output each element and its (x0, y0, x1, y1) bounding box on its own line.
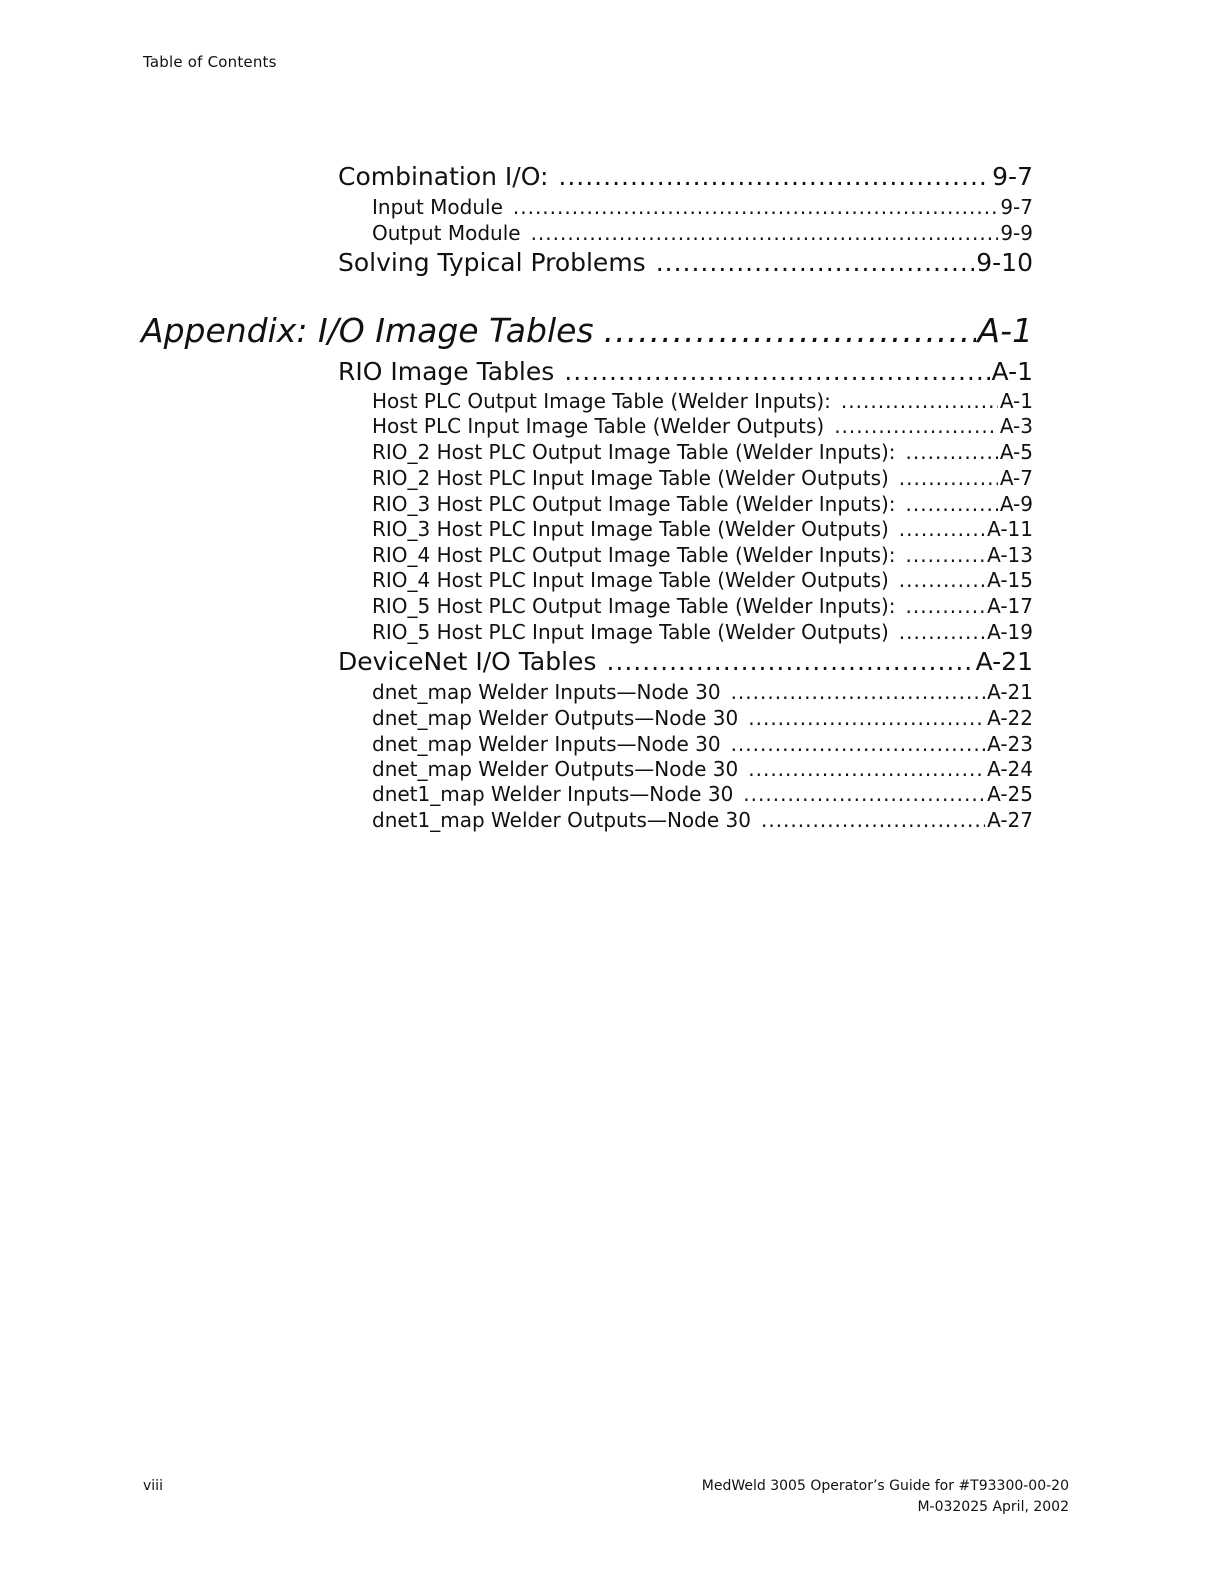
toc-entry-page: A-24 (987, 757, 1033, 781)
toc-entry-rio-item[interactable] (372, 389, 1033, 415)
toc-entry-input-module[interactable] (372, 195, 1033, 221)
running-head: Table of Contents (143, 53, 277, 71)
toc-entry-title: Combination I/O: (338, 162, 549, 191)
toc-entry-rio-item[interactable] (372, 517, 1033, 543)
toc-entry-rio-item[interactable] (372, 492, 1033, 518)
toc-entry-page: A-5 (999, 440, 1033, 464)
toc-entry-dnet-item[interactable] (372, 757, 1033, 783)
toc-entry-page: A-19 (987, 620, 1033, 644)
footer-page-number: viii (143, 1478, 163, 1494)
toc-entry-page: 9-9 (1000, 221, 1033, 245)
toc-entry-page: A-27 (987, 808, 1033, 832)
toc-entry-page: A-1 (991, 357, 1033, 386)
dot-leader (558, 162, 990, 191)
dot-leader (606, 647, 973, 676)
toc-entry-title: Host PLC Input Image Table (Welder Outputs) (372, 414, 825, 438)
toc-entry-page: 9-7 (992, 162, 1033, 191)
toc-entry-rio-item[interactable] (372, 466, 1033, 492)
dot-leader (906, 492, 998, 516)
toc-entry-page: 9-7 (1000, 195, 1033, 219)
toc-entry-title: RIO_4 Host PLC Input Image Table (Welder Outputs) (372, 568, 889, 592)
toc-entry-rio-item[interactable] (372, 568, 1033, 594)
toc-entry-rio-item[interactable] (372, 594, 1033, 620)
toc-entry-output-module[interactable] (372, 221, 1033, 247)
toc-entry-title: Input Module (372, 195, 503, 219)
toc-entry-solving-typical-problems[interactable] (338, 248, 1033, 282)
toc-entry-page: A-25 (987, 782, 1033, 806)
toc-entry-page: A-22 (987, 706, 1033, 730)
dot-leader (899, 466, 998, 490)
toc-entry-rio-item[interactable] (372, 620, 1033, 646)
toc-entry-page: A-1 (999, 389, 1033, 413)
toc-entry-page: A-7 (999, 466, 1033, 490)
toc-entry-title: DeviceNet I/O Tables (338, 647, 597, 676)
toc-entry-dnet-item[interactable] (372, 782, 1033, 808)
dot-leader (513, 195, 998, 219)
dot-leader (531, 221, 999, 245)
dot-leader (748, 706, 985, 730)
toc-chapter-title: Appendix: I/O Image Tables (141, 311, 594, 350)
toc-entry-page: A-23 (987, 732, 1033, 756)
toc-entry-title: dnet_map Welder Inputs—Node 30 (372, 732, 721, 756)
dot-leader (906, 440, 998, 464)
toc-entry-page: A-21 (987, 680, 1033, 704)
dot-leader (906, 594, 986, 618)
dot-leader (731, 680, 986, 704)
toc-entry-rio-item[interactable] (372, 440, 1033, 466)
toc-entry-title: Solving Typical Problems (338, 248, 646, 277)
toc-entry-title: RIO_5 Host PLC Output Image Table (Welder Inputs): (372, 594, 896, 618)
footer-document-info (702, 1476, 1069, 1518)
toc-entry-title: RIO_4 Host PLC Output Image Table (Welder Inputs): (372, 543, 896, 567)
toc-entry-page: 9-10 (976, 248, 1033, 277)
toc-entry-page: A-11 (987, 517, 1033, 541)
toc-entry-dnet-item[interactable] (372, 706, 1033, 732)
toc-entry-title: Output Module (372, 221, 521, 245)
toc-entry-rio-item[interactable] (372, 414, 1033, 440)
toc-chapter-page: A-1 (977, 311, 1033, 350)
toc-entry-page: A-13 (987, 543, 1033, 567)
dot-leader (834, 414, 998, 438)
toc-entry-appendix[interactable] (141, 311, 1033, 355)
toc-entry-title: dnet1_map Welder Outputs—Node 30 (372, 808, 751, 832)
toc-entry-dnet-item[interactable] (372, 808, 1033, 834)
toc-entry-title: RIO Image Tables (338, 357, 555, 386)
toc-entry-title: RIO_2 Host PLC Input Image Table (Welder Outputs) (372, 466, 889, 490)
dot-leader (906, 543, 986, 567)
toc-entry-title: dnet_map Welder Outputs—Node 30 (372, 757, 739, 781)
toc-entry-page: A-9 (999, 492, 1033, 516)
dot-leader (731, 732, 986, 756)
footer-doc-id-date: M-032025 April, 2002 (917, 1499, 1069, 1515)
toc-entry-title: RIO_3 Host PLC Output Image Table (Welder Inputs): (372, 492, 896, 516)
toc-entry-title: RIO_5 Host PLC Input Image Table (Welder Outputs) (372, 620, 889, 644)
dot-leader (761, 808, 985, 832)
toc-entry-combination-io[interactable] (338, 162, 1033, 196)
toc-entry-title: dnet1_map Welder Inputs—Node 30 (372, 782, 734, 806)
toc-entry-rio-item[interactable] (372, 543, 1033, 569)
dot-leader (748, 757, 985, 781)
toc-entry-dnet-item[interactable] (372, 680, 1033, 706)
dot-leader (656, 248, 975, 277)
dot-leader (899, 620, 985, 644)
toc-entry-page: A-3 (999, 414, 1033, 438)
toc-entry-title: dnet_map Welder Inputs—Node 30 (372, 680, 721, 704)
toc-entry-page: A-15 (987, 568, 1033, 592)
dot-leader (899, 517, 985, 541)
toc-entry-dnet-item[interactable] (372, 732, 1033, 758)
toc-entry-title: RIO_3 Host PLC Input Image Table (Welder Outputs) (372, 517, 889, 541)
dot-leader (564, 357, 989, 386)
toc-entry-title: Host PLC Output Image Table (Welder Inputs): (372, 389, 831, 413)
toc-entry-page: A-21 (975, 647, 1033, 676)
dot-leader (841, 389, 998, 413)
toc-entry-devicenet-io-tables[interactable] (338, 647, 1033, 681)
footer-guide-title: MedWeld 3005 Operator’s Guide for #T93300-00-20 (701, 1478, 1069, 1494)
toc-entry-page: A-17 (987, 594, 1033, 618)
toc-entry-title: RIO_2 Host PLC Output Image Table (Welder Inputs): (372, 440, 896, 464)
dot-leader (743, 782, 985, 806)
toc-entry-rio-image-tables[interactable] (338, 357, 1033, 391)
dot-leader (899, 568, 985, 592)
dot-leader (604, 311, 976, 350)
toc-entry-title: dnet_map Welder Outputs—Node 30 (372, 706, 739, 730)
